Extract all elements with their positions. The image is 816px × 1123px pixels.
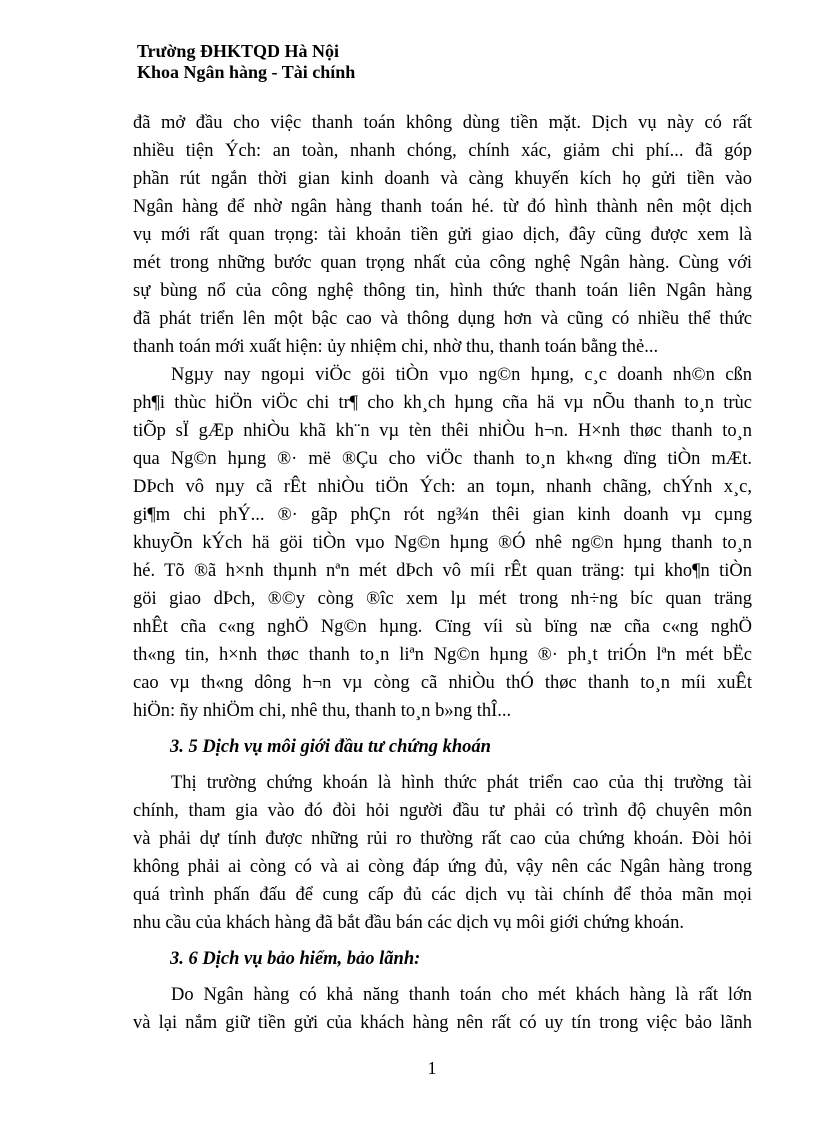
text-line: Ngµy nay ngoµi viÖc göi tiÒn vµo ng©n hµng, c¸c doanh nh©n cßn [171, 365, 752, 385]
text-line: Do Ngân hàng có khả năng thanh toán cho mét khách hàng là rất lớn [171, 985, 752, 1005]
text-line: mét trong những bước quan trọng nhất của công nghệ Ngân hàng. Cùng với [133, 253, 752, 273]
text-line: hiÖn: ñy nhiÖm chi, nhê thu, thanh to¸n b»ng thÎ... [133, 701, 512, 721]
text-line: đã mở đầu cho việc thanh toán không dùng tiền mặt. Dịch vụ này có rất [133, 113, 752, 133]
text-line: DÞch vô nµy cã rÊt nhiÒu tiÖn Ých: an toµn, nhanh chãng, chÝnh x¸c, [133, 477, 752, 497]
page-number: 1 [427, 1058, 437, 1078]
text-line: và lại nắm giữ tiền gửi của khách hàng nên rất có uy tín trong việc bảo lãnh [133, 1013, 752, 1033]
text-line: nhÊt cña c«ng nghÖ Ng©n hµng. Cïng víi sù bïng næ cña c«ng nghÖ [133, 617, 752, 637]
text-line: nhu cầu của khách hàng đã bắt đầu bán các dịch vụ môi giới chứng khoán. [133, 913, 684, 933]
text-line: göi giao dÞch, ®©y còng ®îc xem lµ mét trong nh÷ng bíc quan träng [133, 589, 752, 609]
text-line: hé. Tõ ®ã h×nh thµnh nªn mét dÞch vô míi rÊt quan träng: tµi kho¶n tiÒn [133, 561, 752, 581]
header-faculty: Khoa Ngân hàng - Tài chính [137, 62, 356, 82]
text-line: ph¶i thùc hiÖn viÖc chi tr¶ cho kh¸ch hµng cña hä vµ nÕu thanh to¸n trùc [133, 393, 752, 413]
text-line: đã phát triển lên một bậc cao và thông dụng hơn và cũng có nhiều thể thức [133, 309, 752, 329]
text-line: nhiều tiện Ých: an toàn, nhanh chóng, chính xác, giảm chi phí... đã góp [133, 141, 752, 161]
text-line: Thị trường chứng khoán là hình thức phát triển cao của thị trường tài [171, 773, 752, 793]
header-university: Trường ĐHKTQD Hà Nội [137, 41, 339, 61]
text-line: phần rút ngắn thời gian kinh doanh và càng khuyến kích họ gửi tiền vào [133, 169, 752, 189]
text-line: khuyÕn kÝch hä göi tiÒn vµo Ng©n hµng ®Ó nhê ng©n hµng thanh to¸n [133, 533, 752, 553]
text-line: sự bùng nổ của công nghệ thông tin, hình thức thanh toán liên Ngân hàng [133, 281, 752, 301]
text-line: cao vµ th«ng dông h¬n vµ còng cã nhiÒu thÓ thøc thanh to¸n míi xuÊt [133, 673, 752, 693]
text-line: tiÕp sÏ gÆp nhiÒu khã kh¨n vµ tèn thêi nhiÒu h¬n. H×nh thøc thanh to¸n [133, 421, 752, 441]
text-line: qua Ng©n hµng ®· më ®Çu cho viÖc thanh to¸n kh«ng dïng tiÒn mÆt. [133, 449, 752, 469]
text-line: Ngân hàng để nhờ ngân hàng thanh toán hé. từ đó hình thành nên một dịch [133, 197, 752, 217]
text-line: quá trình phấn đấu để cung cấp đủ các dịch vụ tài chính để thỏa mãn mọi [133, 885, 752, 905]
text-line: th«ng tin, h×nh thøc thanh to¸n liªn Ng©n hµng ®· ph¸t triÓn lªn mét bËc [133, 645, 752, 665]
text-line: và phải dự tính được những rủi ro thường rất cao của chứng khoán. Đòi hỏi [133, 829, 752, 849]
text-line: thanh toán mới xuất hiện: ủy nhiệm chi, nhờ thu, thanh toán bằng thẻ... [133, 337, 659, 357]
section-heading: 3. 6 Dịch vụ bảo hiểm, bảo lãnh: [170, 949, 421, 969]
paragraph [133, 109, 752, 361]
text-line: không phải ai còng có và ai còng đáp ứng đủ, vậy nên các Ngân hàng trong [133, 857, 752, 877]
text-line: chính, tham gia vào đó đòi hỏi người đầu tư phải có trình độ chuyên môn [133, 801, 752, 821]
text-line: vụ mới rất quan trọng: tài khoản tiền gửi giao dịch, đây cũng được xem là [133, 225, 752, 245]
document-body [133, 109, 752, 1037]
text-line: gi¶m chi phÝ... ®· gãp phÇn rót ng¾n thêi gian kinh doanh vµ cµng [133, 505, 752, 525]
section-heading: 3. 5 Dịch vụ môi giới đầu tư chứng khoán [170, 737, 491, 757]
paragraph [133, 981, 752, 1037]
paragraph [133, 769, 752, 937]
page-header [137, 41, 355, 83]
paragraph [133, 361, 752, 725]
